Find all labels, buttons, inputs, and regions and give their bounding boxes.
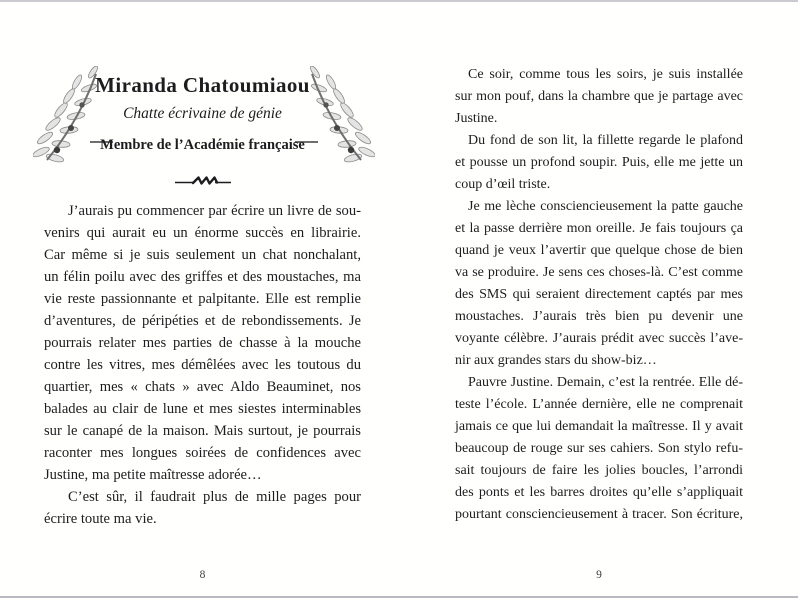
text-line: écrire toute ma vie.	[44, 511, 157, 527]
text-line: Justine, ma petite maîtresse adorée…	[44, 467, 262, 483]
text-line: va se produire. Je sens ces choses-là. C’est comme	[455, 265, 743, 280]
text-line: Je me lèche consciencieusement la patte gauche	[468, 199, 743, 214]
text-line: Du fond de son lit, la fillette regarde le plafond	[468, 133, 743, 148]
right-page-text	[455, 64, 743, 526]
text-line: et pousse un profond soupir. Puis, elle me jette un	[455, 155, 743, 170]
text-line: des SMS qui seraient directement captés par mes	[455, 287, 743, 302]
text-line: venirs qui aurait eu un énorme succès en librairie.	[44, 225, 361, 241]
text-line: quand je veux l’avertir que quelque chose de bien	[455, 243, 743, 258]
rope-flourish-icon	[174, 174, 232, 188]
text-line: nir aux grandes stars du show-biz…	[455, 353, 657, 368]
text-line: pourrais relater mes parties de chasse à la mouche	[44, 335, 361, 351]
text-line: d’aventures, de péripéties et de rebondissements. Je	[44, 313, 361, 329]
text-line: C’est sûr, il faudrait plus de mille pages pour	[68, 489, 361, 505]
author-name: Miranda Chatoumiaou	[95, 73, 310, 97]
text-line: un félin poilu avec des griffes et des moustaches, ma	[44, 269, 361, 285]
paragraph	[44, 486, 361, 530]
page-number-left: 8	[199, 569, 206, 581]
paragraph	[455, 196, 743, 372]
header-divider	[44, 174, 361, 188]
page-number-right: 9	[596, 569, 602, 581]
text-line: coup d’œil triste.	[455, 177, 551, 192]
text-line: contre les vitres, mes démêlées avec les toutous du	[44, 357, 361, 373]
text-line: teste l’école. L’année dernière, elle ne comprenait	[455, 397, 743, 412]
author-affiliation: Membre de l’Académie française	[100, 137, 305, 153]
text-line: moustaches. J’aurais très bien pu devenir une	[455, 309, 743, 324]
paragraph	[455, 372, 743, 526]
text-line: Car même si je suis seulement un chat nonchalant,	[44, 247, 361, 263]
text-line: Justine.	[455, 111, 498, 126]
text-line: voyante célèbre. J’aurais prédit avec succès l’ave-	[455, 331, 743, 346]
page-header	[44, 72, 361, 188]
page-bottom-edge	[0, 596, 798, 598]
text-line: des ponts et les barres droites qu’elle s’appliquait	[455, 485, 743, 500]
text-line: et la passe derrière mon oreille. Je fais toujours ça	[455, 221, 743, 236]
text-line: Pauvre Justine. Demain, c’est la rentrée. Elle dé-	[468, 375, 743, 390]
text-line: balades au clair de lune et mes siestes interminables	[44, 401, 361, 417]
left-page-text	[44, 200, 361, 530]
paragraph	[455, 130, 743, 196]
author-role: Chatte écrivaine de génie	[123, 105, 282, 122]
text-line: sur le canapé de la maison. Mais surtout, je pourrais	[44, 423, 361, 439]
text-line: sur mon pouf, dans la chambre que je partage avec	[455, 89, 743, 104]
text-line: beaucoup de rouge sur ses cahiers. Son stylo refu-	[455, 441, 743, 456]
text-line: jamais ce que lui demandait la maîtresse. Il y avait	[455, 419, 743, 434]
text-line: pourtant consciencieusement à tracer. Son écriture,	[455, 507, 743, 522]
page-top-edge	[0, 0, 798, 2]
text-line: raconter mes longues soirées de confidences avec	[44, 445, 361, 461]
text-line: quartier, mes « chats » avec Aldo Beauminet, nos	[44, 379, 361, 395]
text-line: Ce soir, comme tous les soirs, je suis installée	[468, 67, 743, 82]
text-line: sait toujours de faire les jolies boucles, l’arrondi	[455, 463, 743, 478]
text-line: J’aurais pu commencer par écrire un livre de sou-	[68, 203, 361, 219]
paragraph	[455, 64, 743, 130]
text-line: vie reste passionnante et palpitante. Elle est remplie	[44, 291, 361, 307]
paragraph	[44, 200, 361, 486]
